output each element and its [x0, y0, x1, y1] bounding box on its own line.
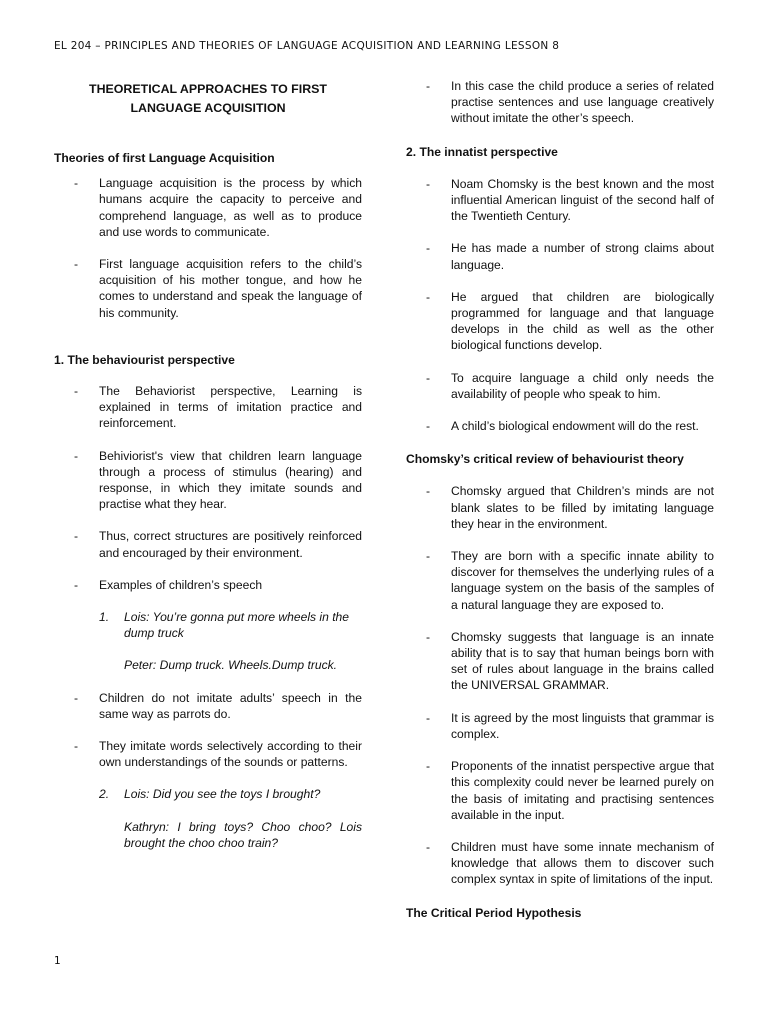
- dash-bullet: -: [74, 577, 79, 592]
- critical-period-heading: The Critical Period Hypothesis: [406, 905, 582, 920]
- list-item: - A child’s biological endowment will do the rest.: [426, 419, 699, 434]
- dash-bullet: -: [426, 710, 431, 725]
- example-number: 1.: [99, 610, 110, 625]
- list-item: - Examples of children’s speech: [74, 577, 263, 592]
- dash-bullet: -: [74, 448, 79, 463]
- list-item: - Language acquisition is the process by which humans acquire the capacity to perceive and comprehend language, as well as to produce and use words to communicate.: [74, 176, 362, 239]
- dash-bullet: -: [426, 549, 431, 564]
- speech-example-1: 1. Lois: You’re gonna put more wheels in the dump truck: [99, 610, 350, 641]
- dash-bullet: -: [426, 370, 431, 385]
- dash-bullet: -: [74, 690, 79, 705]
- example-number: 2.: [99, 787, 110, 802]
- right-column: [406, 78, 714, 921]
- dash-bullet: -: [426, 629, 431, 644]
- speech-example-1-reply: Peter: Dump truck. Wheels.Dump truck.: [124, 658, 338, 673]
- dash-bullet: -: [426, 419, 431, 434]
- speech-example-2: 2. Lois: Did you see the toys I brought?: [99, 787, 321, 802]
- innatist-heading: 2. The innatist perspective: [406, 144, 558, 159]
- list-item: - They are born with a specific innate ability to discover for themselves the underlying rules of a language system on the basis of the samples of a natural language they are exposed to.: [426, 549, 714, 612]
- list-item: - Chomsky argued that Children’s minds are not blank slates to be filled by imitating language they hear in the environment.: [426, 484, 714, 531]
- dash-bullet: -: [74, 176, 79, 191]
- speech-example-2-reply: Kathryn: I bring toys? Choo choo? Lois brought the choo choo train?: [124, 819, 362, 850]
- dash-bullet: -: [74, 257, 79, 272]
- dash-bullet: -: [74, 739, 79, 754]
- list-item: - Behiviorist's view that children learn language through a process of stimulus (hearing) and response, in which they imitate sounds and practise what they hear.: [74, 448, 362, 512]
- dash-bullet: -: [426, 484, 431, 499]
- page-header: EL 204 – PRINCIPLES AND THEORIES OF LANGUAGE ACQUISITION AND LEARNING LESSON 8: [54, 40, 560, 52]
- dash-bullet: -: [426, 79, 431, 93]
- list-item: - To acquire language a child only needs the availability of people who speak to him.: [426, 370, 714, 401]
- list-item: - He argued that children are biologically programmed for language and that language develops in the child as well as the other biological functions develop.: [426, 289, 714, 353]
- list-item: - It is agreed by the most linguists that grammar is complex.: [426, 710, 714, 741]
- behaviourist-heading: 1. The behaviourist perspective: [54, 352, 235, 367]
- dash-bullet: -: [426, 759, 431, 774]
- list-item: - They imitate words selectively according to their own understandings of the sounds or patterns.: [74, 739, 362, 770]
- dash-bullet: -: [426, 839, 431, 854]
- list-item: - First language acquisition refers to the child’s acquisition of his mother tongue, and how he comes to understand and speak the language of his community.: [74, 257, 362, 320]
- list-item: - In this case the child produce a series of related practise sentences and use language creatively without imitate the other’s speech.: [426, 79, 714, 126]
- list-item: - Noam Chomsky is the best known and the most influential American linguist of the second half of the Twentieth Century.: [426, 176, 714, 224]
- left-column: [54, 78, 362, 851]
- dash-bullet: -: [426, 289, 431, 304]
- list-item: - Children do not imitate adults’ speech in the same way as parrots do.: [74, 690, 362, 721]
- page-number: 1: [54, 955, 61, 967]
- list-item: - Thus, correct structures are positively reinforced and encouraged by their environment.: [74, 529, 362, 560]
- list-item: - Children must have some innate mechanism of knowledge that allows them to discover such complex syntax in spite of limitations of the input.: [426, 839, 714, 887]
- dash-bullet: -: [426, 176, 431, 191]
- list-item: - The Behaviorist perspective, Learning is explained in terms of imitation practice and reinforcement.: [74, 384, 362, 431]
- list-item: - He has made a number of strong claims about language.: [426, 241, 714, 272]
- dash-bullet: -: [74, 529, 79, 544]
- document-title-line2: LANGUAGE ACQUISITION: [130, 101, 286, 115]
- dash-bullet: -: [426, 241, 431, 256]
- theories-heading: Theories of first Language Acquisition: [54, 151, 275, 165]
- list-item: - Proponents of the innatist perspective argue that this complexity could never be learned purely on the basis of imitating and practising sentences available in the input.: [426, 759, 714, 822]
- list-item: - Chomsky suggests that language is an innate ability that is to say that human beings born with set of rules about language in the brains called the UNIVERSAL GRAMMAR.: [426, 629, 714, 693]
- document-title-line1: THEORETICAL APPROACHES TO FIRST: [89, 82, 327, 96]
- chomsky-heading: Chomsky’s critical review of behaviourist theory: [406, 452, 684, 467]
- dash-bullet: -: [74, 384, 79, 399]
